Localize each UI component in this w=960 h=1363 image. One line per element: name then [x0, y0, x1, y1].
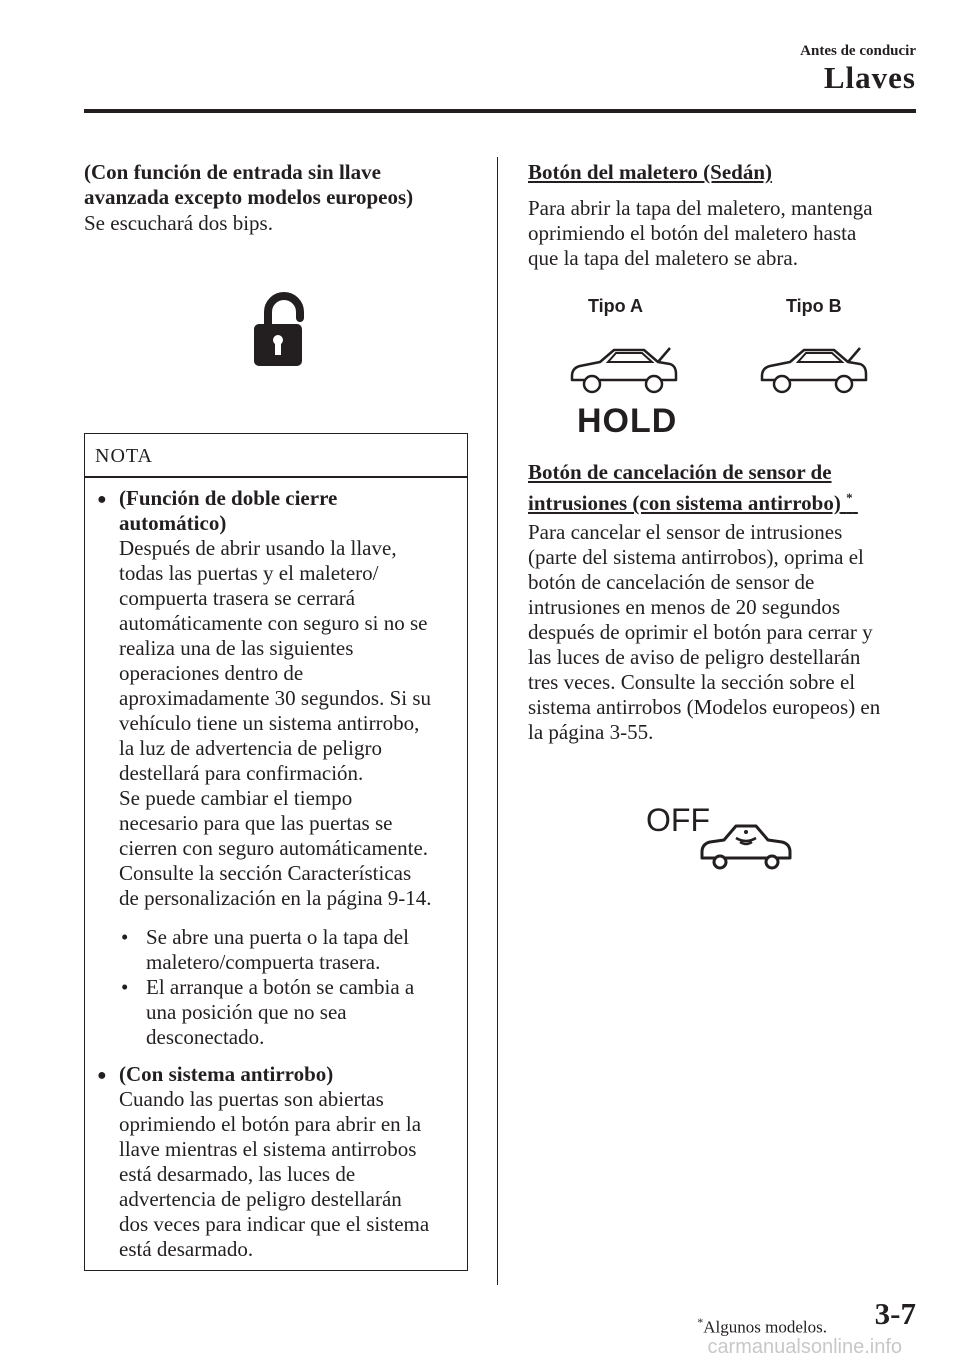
text-line: necesario para que las puertas se [119, 811, 393, 835]
nota-sub2 [146, 975, 414, 1050]
text-line: botón de cancelación de sensor de [528, 570, 815, 594]
text-line: todas las puertas y el maletero/ [119, 561, 379, 585]
nota-item1-title-line2: automático) [119, 511, 227, 535]
intrusion-heading-line2 [528, 485, 858, 516]
off-label: OFF [646, 802, 710, 838]
header-rule [84, 109, 916, 113]
hold-label: HOLD [577, 402, 678, 440]
nota-item1-title-line1: (Función de doble cierre [119, 486, 338, 510]
trunk-heading: Botón del maletero (Sedán) [528, 160, 773, 184]
trunk-car-icon-b [756, 340, 872, 400]
text-line: está desarmado, las luces de [119, 1162, 356, 1186]
text-line: está desarmado. [119, 1237, 254, 1261]
chapter-title: Llaves [823, 60, 916, 95]
text-line: Se abre una puerta o la tapa del [146, 925, 409, 949]
bullet-icon: ● [97, 1067, 107, 1084]
asterisk-marker: * [846, 490, 853, 505]
text-line: vehículo tiene un sistema antirrobo, [119, 711, 420, 735]
nota-item1-text [119, 536, 432, 911]
unlocked-padlock-icon [250, 292, 310, 368]
sub-bullet-icon: • [121, 925, 129, 949]
text-line: la página 3-55. [528, 720, 654, 744]
text-line: destellará para confirmación. [119, 761, 364, 785]
intrusion-heading-line1: Botón de cancelación de sensor de [528, 460, 832, 484]
text-line: Cuando las puertas son abiertas [119, 1087, 384, 1111]
left-heading-line1: (Con función de entrada sin llave [84, 160, 381, 184]
section-title: Antes de conducir [800, 43, 916, 59]
footnote-asterisk: * [697, 1315, 704, 1329]
trunk-car-icon-a [566, 340, 682, 400]
nota-item2-text [119, 1087, 429, 1262]
text-line: desconectado. [146, 1025, 265, 1049]
text-line: Consulte la sección Características [119, 861, 412, 885]
text-line: (parte del sistema antirrobos), oprima el [528, 545, 864, 569]
text-line: oprimiendo el botón del maletero hasta [528, 221, 857, 245]
text-line: llave mientras el sistema antirrobos [119, 1137, 417, 1161]
text-line: dos veces para indicar que el sistema [119, 1212, 430, 1236]
text-line: Para cancelar el sensor de intrusiones [528, 520, 843, 544]
text-line: la luz de advertencia de peligro [119, 736, 382, 760]
watermark: carmanualsonline.info [707, 1336, 902, 1358]
text-line: compuerta trasera se cerrará [119, 586, 356, 610]
page-number: 3-7 [874, 1296, 916, 1331]
text-line: Después de abrir usando la llave, [119, 536, 397, 560]
intrusion-sensor-car-icon [696, 818, 796, 874]
text-line: El arranque a botón se cambia a [146, 975, 415, 999]
intrusion-text [528, 520, 880, 745]
nota-item2-title: (Con sistema antirrobo) [119, 1062, 334, 1086]
nota-divider [84, 476, 468, 478]
nota-title: NOTA [95, 445, 153, 467]
text-line: maletero/compuerta trasera. [146, 950, 381, 974]
text-line: oprimiendo el botón para abrir en la [119, 1112, 422, 1136]
column-divider [497, 157, 498, 1285]
nota-sub1 [146, 925, 409, 975]
text-line: Para abrir la tapa del maletero, mantenga [528, 196, 873, 220]
type-b-label: Tipo B [786, 296, 842, 316]
type-a-label: Tipo A [588, 296, 643, 316]
left-text: Se escuchará dos bips. [84, 211, 273, 235]
text-line: tres veces. Consulte la sección sobre el [528, 670, 856, 694]
text-line: advertencia de peligro destellarán [119, 1187, 402, 1211]
text-line: que la tapa del maletero se abra. [528, 246, 798, 270]
intrusion-heading-text: intrusiones (con sistema antirrobo) [528, 491, 841, 515]
text-line: realiza una de las siguientes [119, 636, 354, 660]
text-line: cierren con seguro automáticamente. [119, 836, 429, 860]
text-line: de personalización en la página 9-14. [119, 886, 432, 910]
footnote-text: Algunos modelos. [703, 1317, 827, 1337]
bullet-icon: ● [97, 491, 107, 508]
text-line: Se puede cambiar el tiempo [119, 786, 353, 810]
text-line: las luces de aviso de peligro destellarán [528, 645, 861, 669]
text-line: intrusiones en menos de 20 segundos [528, 595, 841, 619]
text-line: automáticamente con seguro si no se [119, 611, 428, 635]
left-heading-line2: avanzada excepto modelos europeos) [84, 185, 414, 209]
text-line: aproximadamente 30 segundos. Si su [119, 686, 432, 710]
text-line: después de oprimir el botón para cerrar y [528, 620, 873, 644]
text-line: operaciones dentro de [119, 661, 304, 685]
trunk-text [528, 196, 873, 271]
text-line: una posición que no sea [146, 1000, 347, 1024]
text-line: sistema antirrobos (Modelos europeos) en [528, 695, 881, 719]
footnote [697, 1315, 827, 1338]
sub-bullet-icon: • [121, 975, 129, 999]
